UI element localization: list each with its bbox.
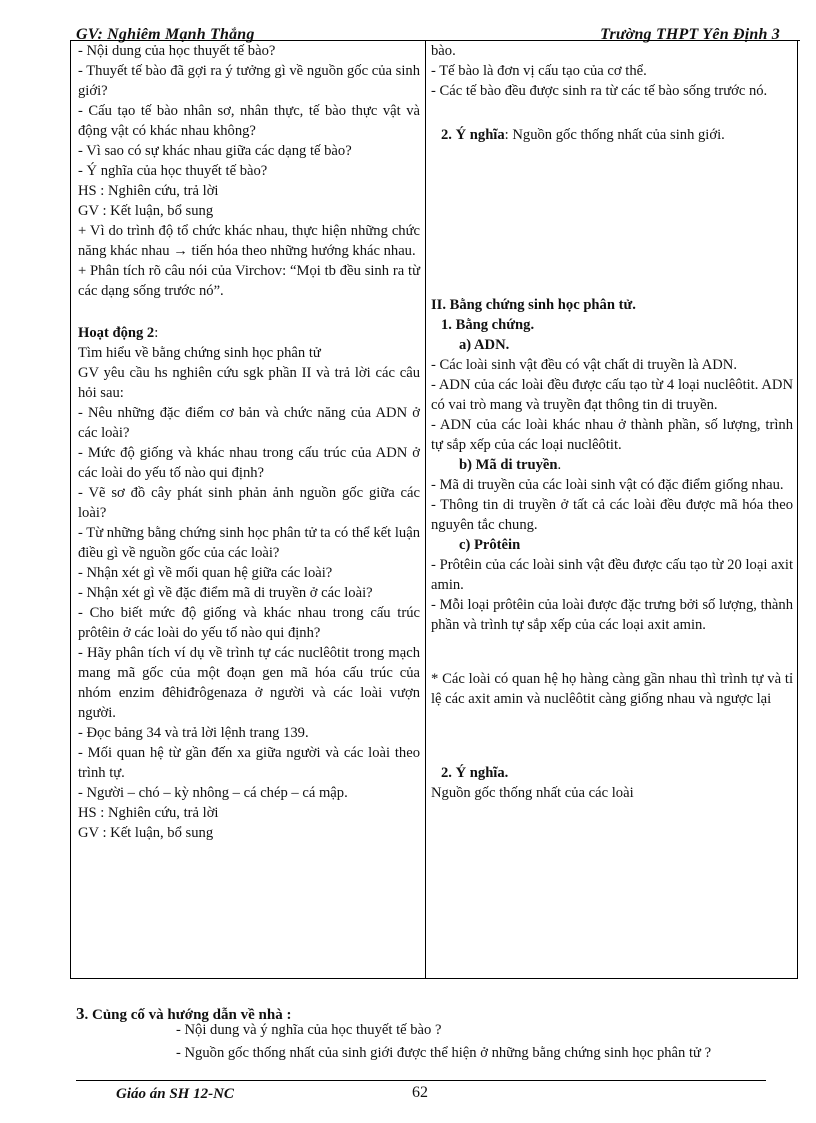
activity-line: HS : Nghiên cứu, trả lời <box>78 805 219 821</box>
right-line: - Các tế bào đều được sinh ra từ các tế bào sống trước nó. <box>431 83 768 99</box>
section-3-heading <box>76 1004 291 1024</box>
section-3-number: 3 <box>76 1004 85 1023</box>
meaning-2-text: Nguồn gốc thống nhất của các loài <box>431 785 634 801</box>
left-line: + Phân tích rõ câu nói của Virchov: “Mọi tb đều sinh ra từ các dạng sống trước nó”. <box>78 263 420 299</box>
protein-line: - Prôtêin của các loài sinh vật đều được cấu tạo từ 20 loại axit amin. <box>431 557 793 593</box>
activity-line: - Nêu những đặc điểm cơ bản và chức năng của ADN ở các loài? <box>78 405 420 441</box>
activity-line: - Nhận xét gì về đặc điểm mã di truyền ở các loài? <box>78 585 373 601</box>
activity-2-colon: : <box>154 325 159 341</box>
activity-line: - Nhận xét gì về mối quan hệ giữa các loài? <box>78 565 333 581</box>
genetic-code-heading <box>431 455 793 475</box>
activity-line: Tìm hiểu về bằng chứng sinh học phân tử <box>78 345 321 361</box>
activity-line: - Người – chó – kỳ nhông – cá chép – cá mập. <box>78 785 348 801</box>
activity-line: - Vẽ sơ đồ cây phát sinh phản ảnh nguồn gốc giữa các loài? <box>78 485 420 521</box>
activity-line: - Hãy phân tích ví dụ về trình tự các nuclêôtit trong mạch mang mã gốc của một đoạn gen mã hóa cấu trúc của nhóm enzim đêhiđrôgenaza ở người và các loài vượn người. <box>78 645 420 721</box>
activity-line: - Mức độ giống và khác nhau trong cấu trúc của ADN ở các loài do yếu tố nào qui định? <box>78 445 420 481</box>
footer-rule <box>76 1080 766 1081</box>
relationship-note: * Các loài có quan hệ họ hàng càng gần nhau thì trình tự và tỉ lệ các axit amin và nuclêôtit càng giống nhau và ngược lại <box>431 671 793 707</box>
activity-line: - Đọc bảng 34 và trả lời lệnh trang 139. <box>78 725 309 741</box>
content-column <box>431 41 793 803</box>
protein-line: - Mỗi loại prôtêin của loài được đặc trưng bởi số lượng, thành phần và trình tự sắp xếp của các loại axit amin. <box>431 597 793 633</box>
genetic-code-title: b) Mã di truyền <box>459 457 558 473</box>
left-line: - Ý nghĩa của học thuyết tế bào? <box>78 163 268 179</box>
page-number: 62 <box>412 1084 428 1101</box>
teacher-activity-column <box>78 41 420 843</box>
activity-2-title: Hoạt động 2 <box>78 325 155 341</box>
left-line: - Cấu tạo tế bào nhân sơ, nhân thực, tế bào thực vật và động vật có khác nhau không? <box>78 103 420 139</box>
review-line: - Nguồn gốc thống nhất của sinh giới được thể hiện ở những bằng chứng sinh học phân tử ? <box>176 1045 712 1061</box>
header-school: Trường THPT Yên Định 3 <box>600 26 780 43</box>
activity-line: - Mối quan hệ từ gần đến xa giữa người và các loài theo trình tự. <box>78 745 420 781</box>
adn-line: - ADN của các loài đều được cấu tạo từ 4 loại nuclêôtit. ADN có vai trò mang và truyền đạt thông tin di truyền. <box>431 377 793 413</box>
protein-heading: c) Prôtêin <box>459 537 521 553</box>
left-line: GV : Kết luận, bổ sung <box>78 203 214 219</box>
right-line: - Tế bào là đơn vị cấu tạo của cơ thể. <box>431 63 647 79</box>
meaning-1-text: : Nguồn gốc thống nhất của sinh giới. <box>504 127 725 143</box>
genetic-code-dot: . <box>557 457 562 473</box>
section-3-title: . Củng cố và hướng dẫn về nhà : <box>84 1007 292 1023</box>
genetic-code-line: - Thông tin di truyền ở tất cả các loài đều được mã hóa theo nguyên tắc chung. <box>431 497 793 533</box>
activity-line: GV : Kết luận, bổ sung <box>78 825 214 841</box>
right-line: bào. <box>431 43 456 59</box>
evidence-heading: 1. Bằng chứng. <box>441 317 535 333</box>
left-line: HS : Nghiên cứu, trả lời <box>78 183 219 199</box>
left-line: - Thuyết tế bào đã gợi ra ý tưởng gì về nguồn gốc của sinh giới? <box>78 63 420 99</box>
meaning-2-title: 2. Ý nghĩa. <box>441 765 509 781</box>
header-teacher: GV: Nghiêm Mạnh Thắng <box>76 26 255 43</box>
activity-2-heading <box>78 323 420 343</box>
left-line: + Vì do trình độ tổ chức khác nhau, thực hiện những chức năng khác nhau → tiến hóa theo những hướng khác nhau. <box>78 223 420 259</box>
section-2-title: II. Bằng chứng sinh học phân tử. <box>431 297 636 313</box>
genetic-code-line: - Mã di truyền của các loài sinh vật có đặc điểm giống nhau. <box>431 477 784 493</box>
adn-line: - ADN của các loài khác nhau ở thành phần, số lượng, trình tự sắp xếp của các loại nuclêôtit. <box>431 417 793 453</box>
activity-line: - Cho biết mức độ giống và khác nhau trong cấu trúc prôtêin ở các loài do yếu tố nào qui định? <box>78 605 420 641</box>
adn-line: - Các loài sinh vật đều có vật chất di truyền là ADN. <box>431 357 737 373</box>
footer-title: Giáo án SH 12-NC <box>116 1086 234 1102</box>
activity-line: GV yêu cầu hs nghiên cứu sgk phần II và trả lời các câu hỏi sau: <box>78 365 420 401</box>
lesson-table <box>70 41 798 979</box>
meaning-1 <box>431 125 793 145</box>
meaning-1-label: 2. Ý nghĩa <box>441 127 505 143</box>
left-line: - Nội dung của học thuyết tế bào? <box>78 43 276 59</box>
column-divider <box>425 41 426 978</box>
left-line: - Vì sao có sự khác nhau giữa các dạng tế bào? <box>78 143 352 159</box>
activity-line: - Từ những bằng chứng sinh học phân tử ta có thể kết luận điều gì về nguồn gốc của các loài? <box>78 525 420 561</box>
adn-heading: a) ADN. <box>459 337 510 353</box>
review-line: - Nội dung và ý nghĩa của học thuyết tế bào ? <box>176 1022 442 1038</box>
